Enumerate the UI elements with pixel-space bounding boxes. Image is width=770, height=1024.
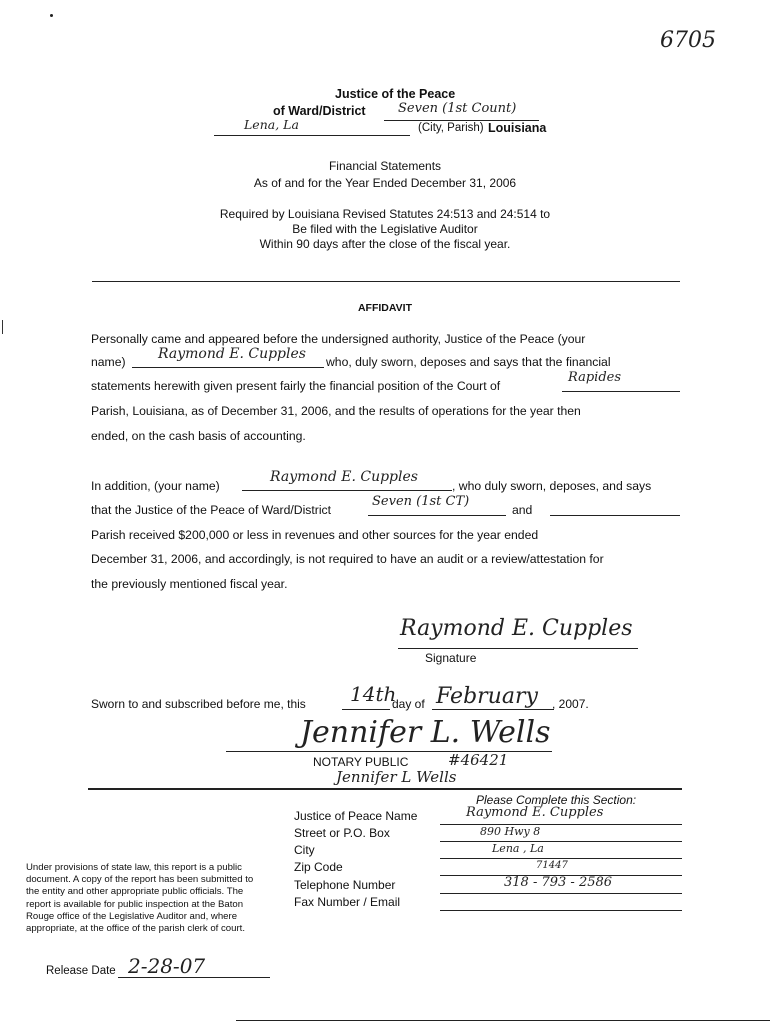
affidavit-p2-after-name: , who duly sworn, deposes, and says <box>452 479 652 493</box>
contact-label-fax: Fax Number / Email <box>294 895 401 909</box>
ward-value: Seven (1st Count) <box>398 101 517 116</box>
header-title: Justice of the Peace <box>335 87 456 101</box>
contact-label-street: Street or P.O. Box <box>294 826 390 840</box>
form-number: 6705 <box>660 28 716 53</box>
contact-label-zip: Zip Code <box>294 860 343 874</box>
sworn-day-label: day of <box>392 697 425 711</box>
affidavit-p1-line-5: ended, on the cash basis of accounting. <box>91 429 306 443</box>
notice-line: appropriate, at the office of the parish clerk of court. <box>26 923 246 935</box>
sworn-day-value: 14th <box>350 682 397 706</box>
notice-line: document. A copy of the report has been submitted to <box>26 874 254 886</box>
affidavit-p2-line-3: Parish received $200,000 or less in revenues and other sources for the year ended <box>91 528 539 542</box>
city-underline <box>214 135 410 136</box>
ward-label: of Ward/District <box>273 104 366 118</box>
notary-signature: Jennifer L. Wells <box>300 715 551 750</box>
affidavit-p2-line-2a: that the Justice of the Peace of Ward/District <box>91 503 332 517</box>
city-value: Lena, La <box>244 117 299 132</box>
contact-value-city: Lena , La <box>492 842 544 855</box>
state-label: Louisiana <box>488 121 547 135</box>
requirement-line-2: Be filed with the Legislative Auditor <box>292 222 478 236</box>
contact-value-zip: 71447 <box>536 860 568 871</box>
release-date-label: Release Date <box>46 965 116 977</box>
affidavit-p2-name-value: Raymond E. Cupples <box>270 469 418 485</box>
contact-underline-fax <box>440 910 682 911</box>
release-date-underline <box>118 977 270 978</box>
affidavit-p1-court-underline <box>562 391 680 392</box>
affidavit-p2-ward-underline <box>368 515 506 516</box>
affidavit-p2-intro: In addition, (your name) <box>91 479 220 493</box>
sworn-year: , 2007. <box>552 697 589 711</box>
city-label: (City, Parish) <box>418 122 484 134</box>
affidavit-p2-parish-underline <box>550 515 680 516</box>
contact-value-name: Raymond E. Cupples <box>466 805 604 820</box>
subtitle-line-1: Financial Statements <box>328 159 442 173</box>
contact-underline-street <box>440 841 682 842</box>
affidavit-p1-name-label: name) <box>91 355 126 369</box>
contact-label-phone: Telephone Number <box>294 878 396 892</box>
divider-top <box>92 281 680 282</box>
notice-line: Rouge office of the Legislative Auditor and, where <box>26 910 238 922</box>
notary-number: #46421 <box>448 751 509 769</box>
sworn-month-underline <box>432 709 554 710</box>
contact-label-city: City <box>294 843 315 857</box>
release-date-value: 2-28-07 <box>128 954 206 978</box>
notice-line: report is available for public inspection at the Baton <box>26 898 244 910</box>
requirement-line-1: Required by Louisiana Revised Statutes 24:513 and 24:514 to <box>219 207 551 221</box>
signature-value: Raymond E. Cupples <box>400 616 633 641</box>
notice-line: Under provisions of state law, this report is a public <box>26 862 242 873</box>
affidavit-p1-line-2-rest: who, duly sworn, deposes and says that the financial <box>326 355 611 369</box>
notice-text <box>26 862 294 935</box>
page-bottom-edge <box>236 1020 770 1021</box>
notary-printed-name: Jennifer L Wells <box>336 768 457 786</box>
affidavit-p2-ward-value: Seven (1st CT) <box>372 494 470 509</box>
affidavit-p2-line-5: the previously mentioned fiscal year. <box>91 577 288 591</box>
contact-label-name: Justice of Peace Name <box>294 809 418 823</box>
affidavit-title: AFFIDAVIT <box>357 302 413 314</box>
sworn-text: Sworn to and subscribed before me, this <box>91 697 306 711</box>
notice-line: the entity and other appropriate public officials. The <box>26 886 244 898</box>
signature-label: Signature <box>425 651 477 665</box>
divider-bottom <box>88 788 682 790</box>
affidavit-p2-name-underline <box>242 490 452 491</box>
contact-value-street: 890 Hwy 8 <box>480 825 541 838</box>
affidavit-p1-line-4: Parish, Louisiana, as of December 31, 2006, and the results of operations for the year then <box>91 404 581 418</box>
contact-value-phone: 318 - 793 - 2586 <box>504 875 613 890</box>
notary-label: NOTARY PUBLIC <box>313 755 409 769</box>
affidavit-p2-line-4: December 31, 2006, and accordingly, is not required to have an audit or a review/attestation for <box>91 552 604 566</box>
affidavit-p2-line-2b: and <box>512 503 533 517</box>
contact-underline-phone <box>440 893 682 894</box>
sworn-day-underline <box>342 709 390 710</box>
affidavit-p1-name-underline <box>132 367 324 368</box>
contact-underline-city <box>440 858 682 859</box>
contact-underline-name <box>440 824 682 825</box>
left-edge-mark <box>2 320 3 334</box>
affidavit-p1-line-1: Personally came and appeared before the undersigned authority, Justice of the Peace (your <box>91 332 586 346</box>
contact-header: Please Complete this Section: <box>476 793 637 807</box>
requirement-line-3: Within 90 days after the close of the fiscal year. <box>259 237 511 251</box>
scan-speck <box>50 14 53 17</box>
subtitle-line-2: As of and for the Year Ended December 31, 2006 <box>253 176 517 190</box>
sworn-month-value: February <box>436 684 538 709</box>
signature-underline <box>398 648 638 649</box>
affidavit-p1-line-3: statements herewith given present fairly the financial position of the Court of <box>91 379 501 393</box>
affidavit-p1-name-value: Raymond E. Cupples <box>158 346 306 362</box>
affidavit-p1-court-value: Rapides <box>568 370 622 385</box>
